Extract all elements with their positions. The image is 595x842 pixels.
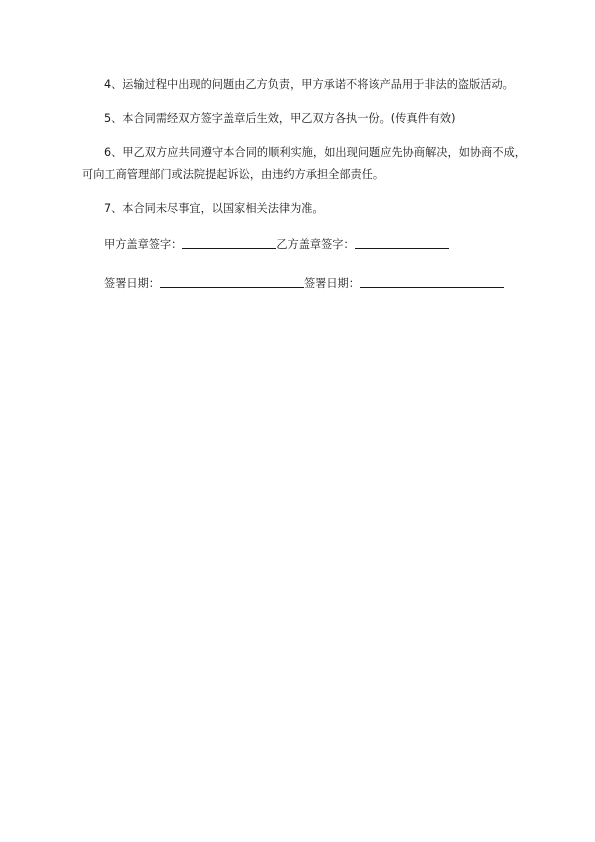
clause-6: 6、甲乙双方应共同遵守本合同的顺利实施，如出现问题应先协商解决，如协商不成，可向工商管理部门或法院提起诉讼，由违约方承担全部责任。 [82, 146, 526, 181]
party-b-date-blank [360, 275, 504, 288]
date-row [82, 273, 526, 295]
party-a-date-label: 签署日期： [104, 277, 160, 290]
clause-7: 7、本合同未尽事宜，以国家相关法律为准。 [104, 202, 324, 215]
clause-4: 4、运输过程中出现的问题由乙方负责，甲方承诺不将该产品用于非法的盗版活动。 [104, 78, 514, 91]
party-b-signature-blank [355, 236, 449, 249]
party-b-date-label: 签署日期： [303, 277, 360, 290]
party-a-date-blank [160, 275, 304, 288]
party-a-signature-label: 甲方盖章签字： [104, 238, 183, 251]
signature-row [82, 234, 526, 256]
clause-5: 5、本合同需经双方签字盖章后生效，甲乙双方各执一份。(传真件有效) [104, 112, 456, 125]
party-b-signature-label: 乙方盖章签字： [276, 238, 355, 251]
contract-body [82, 74, 526, 295]
party-a-signature-blank [182, 236, 276, 249]
